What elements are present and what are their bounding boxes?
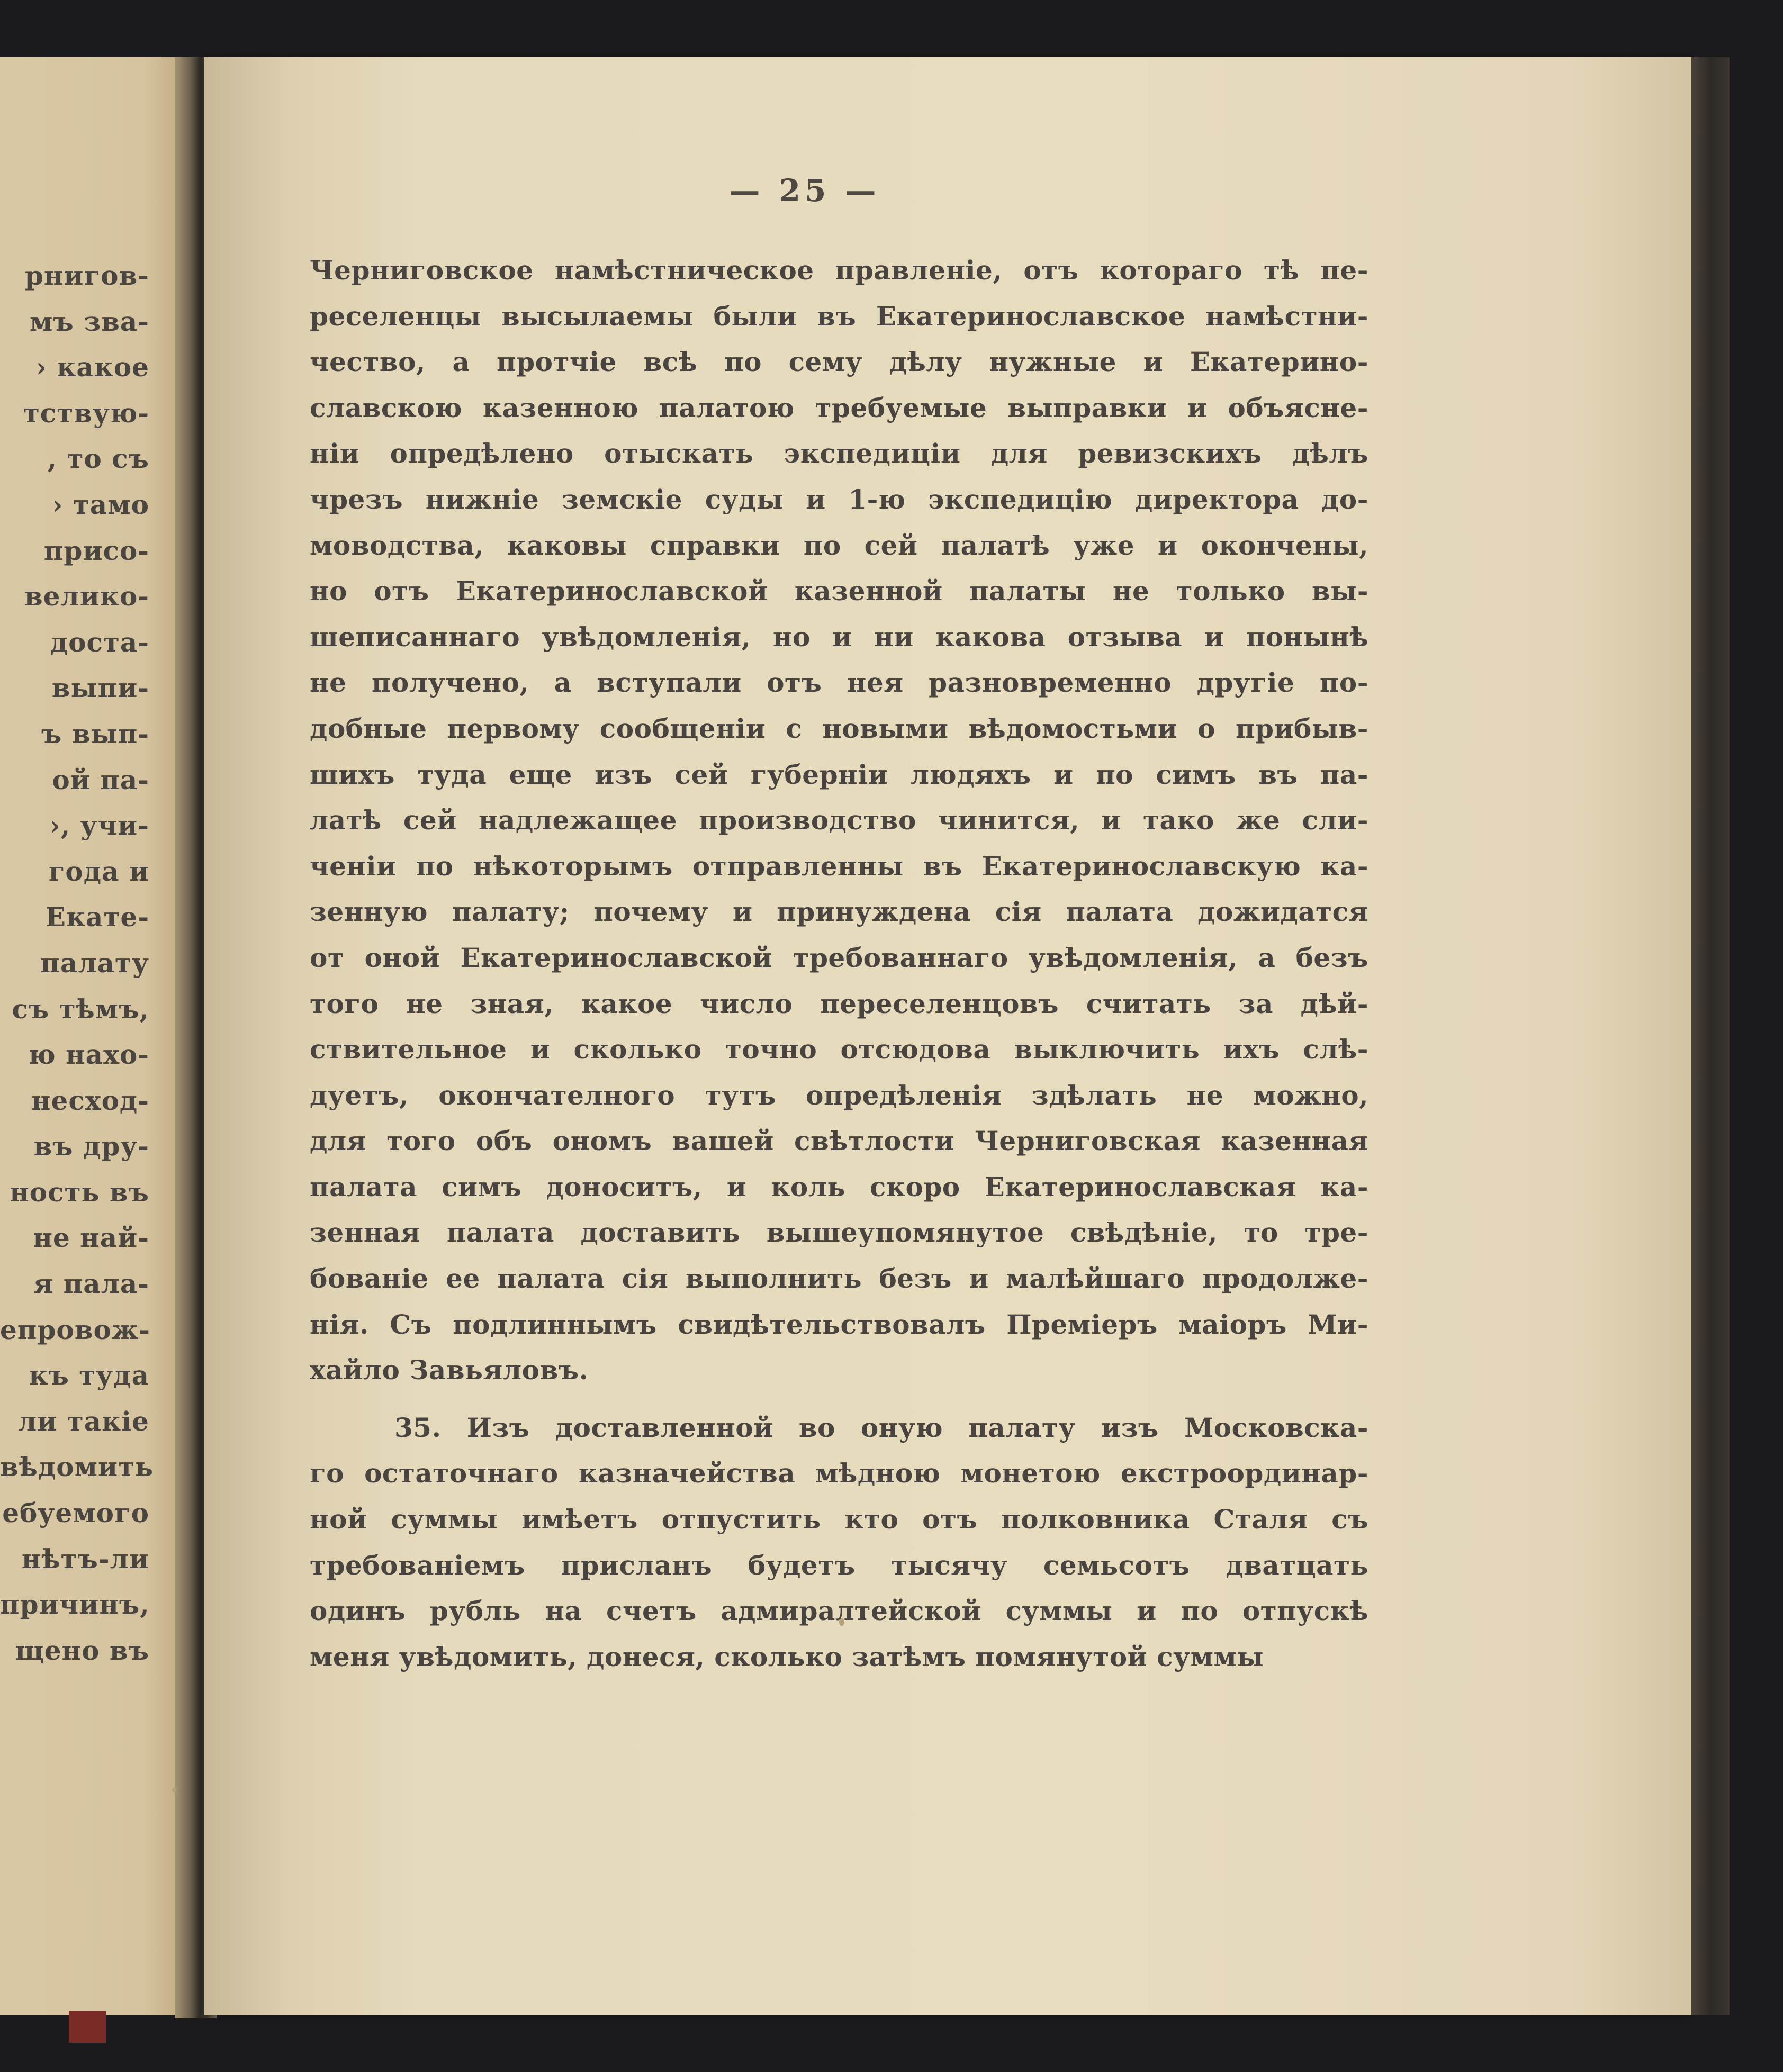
left-line-fragment: , то съ <box>47 443 149 475</box>
left-line-fragment: › тамо <box>52 488 149 520</box>
text-line: того не зная, какое число переселенцовъ считать за дѣй- <box>310 988 1368 1019</box>
text-line: для того объ ономъ вашей свѣтлости Черниговская казенная <box>310 1125 1368 1157</box>
left-line-fragment: › какое <box>35 351 149 383</box>
left-line-fragment: велико- <box>24 581 149 612</box>
text-line: ствительное и сколько точно отсюдова выключить ихъ слѣ- <box>310 1034 1368 1065</box>
text-line: ной суммы имѣетъ отпустить кто отъ полковника Сталя съ <box>310 1504 1368 1535</box>
text-line: но отъ Екатеринославской казенной палаты не только вы- <box>310 575 1368 607</box>
text-line: ченіи по нѣкоторымъ отправленны въ Екатеринославскую ка- <box>310 850 1368 882</box>
text-line: го остаточнаго казначейства мѣдною монетою екстроординар- <box>310 1458 1368 1489</box>
text-line: ніи опредѣлено отыскать экспедиціи для ревизскихъ дѣлъ <box>310 438 1368 469</box>
left-line-fragment: выпи- <box>51 672 149 704</box>
text-line: палата симъ доноситъ, и коль скоро Екатеринославская ка- <box>310 1171 1368 1202</box>
text-line: меня увѣдомить, донеся, сколько затѣмъ помянутой суммы <box>310 1641 1264 1672</box>
left-line-fragment: вѣдомить <box>0 1451 154 1483</box>
text-line: чрезъ нижніе земскіе суды и 1-ю экспедицію директора до- <box>310 483 1368 515</box>
text-line: реселенцы высылаемы были въ Екатеринославское намѣстни- <box>310 300 1368 332</box>
left-line-fragment: не най- <box>33 1222 149 1254</box>
left-line-fragment: причинъ, <box>0 1589 150 1621</box>
text-line: славскою казенною палатою требуемые выправки и объясне- <box>310 392 1368 423</box>
left-line-fragment: Екате- <box>45 901 149 933</box>
left-line-fragment: ность въ <box>10 1176 149 1208</box>
text-line: зенная палата доставить вышеупомянутое свѣдѣніе, то тре- <box>310 1217 1368 1248</box>
left-line-fragment: щено въ <box>15 1634 149 1666</box>
page-block-edge <box>1691 57 1730 2015</box>
text-line: шеписаннаго увѣдомленія, но и ни какова отзыва и понынѣ <box>310 621 1368 653</box>
left-line-fragment: къ туда <box>29 1360 149 1391</box>
page-number: — 25 — <box>729 173 880 209</box>
text-line: одинъ рубль на счетъ адмиралтейской суммы и по отпускѣ <box>310 1595 1368 1627</box>
left-line-fragment: тствую- <box>23 397 149 429</box>
text-line: моводства, каковы справки по сей палатѣ уже и окончены, <box>310 529 1368 561</box>
left-line-fragment: ›, учи- <box>49 810 149 842</box>
text-line: латѣ сей надлежащее производство чинится, и тако же сли- <box>310 804 1368 836</box>
left-line-fragment: ой па- <box>52 764 149 795</box>
left-line-fragment: я пала- <box>33 1268 149 1300</box>
left-line-fragment: присо- <box>43 535 149 566</box>
left-line-fragment: ли такіе <box>17 1405 149 1437</box>
left-line-fragment: года и <box>48 855 149 887</box>
text-line: бованіе ее палата сія выполнить безъ и малѣйшаго продолже- <box>310 1263 1368 1295</box>
left-line-fragment: рнигов- <box>24 260 149 291</box>
left-line-fragment: ебуемого <box>2 1497 149 1529</box>
left-line-fragment: ю нахо- <box>28 1039 149 1071</box>
text-line: не получено, а вступали отъ нея разновременно другіе по- <box>310 667 1368 699</box>
paper-spot <box>172 1788 176 1792</box>
text-line: дуетъ, окончателного тутъ опредѣленія здѣлать не можно, <box>310 1079 1368 1111</box>
left-line-fragment: мъ зва- <box>30 305 149 337</box>
text-line: от оной Екатеринославской требованнаго увѣдомленія, а безъ <box>310 942 1368 973</box>
left-line-fragment: епровож- <box>0 1314 151 1345</box>
left-line-fragment: ъ вып- <box>41 718 149 749</box>
left-line-fragment: въ дру- <box>33 1130 149 1162</box>
left-line-fragment: нѣтъ-ли <box>21 1543 149 1575</box>
text-line: Черниговское намѣстническое правленіе, отъ котораго тѣ пе- <box>310 255 1368 286</box>
text-line: шихъ туда еще изъ сей губерніи людяхъ и по симъ въ па- <box>310 758 1368 790</box>
text-line: 35. Изъ доставленной во оную палату изъ Московска- <box>394 1412 1368 1443</box>
page-body-text <box>310 248 1368 1680</box>
text-line: чество, а протчіе всѣ по сему дѣлу нужные и Екатерино- <box>310 346 1368 378</box>
left-line-fragment: несход- <box>31 1084 149 1116</box>
text-line: добные первому сообщеніи с новыми вѣдомостьми о прибыв- <box>310 712 1368 744</box>
left-line-fragment: доста- <box>50 626 149 658</box>
text-line: требованіемъ присланъ будетъ тысячу семьсотъ дватцать <box>310 1549 1368 1581</box>
left-page-text <box>0 253 154 1673</box>
text-line: зенную палату; почему и принуждена сія палата дожидатся <box>310 896 1368 928</box>
left-line-fragment: съ тѣмъ, <box>12 993 149 1025</box>
left-page <box>0 57 204 2015</box>
text-line: хайло Завьяловъ. <box>310 1354 589 1386</box>
bookmark-edge <box>69 2011 106 2043</box>
left-line-fragment: палату <box>40 947 149 979</box>
text-line: нія. Съ подлиннымъ свидѣтельствовалъ Преміеръ маіоръ Ми- <box>310 1308 1368 1340</box>
